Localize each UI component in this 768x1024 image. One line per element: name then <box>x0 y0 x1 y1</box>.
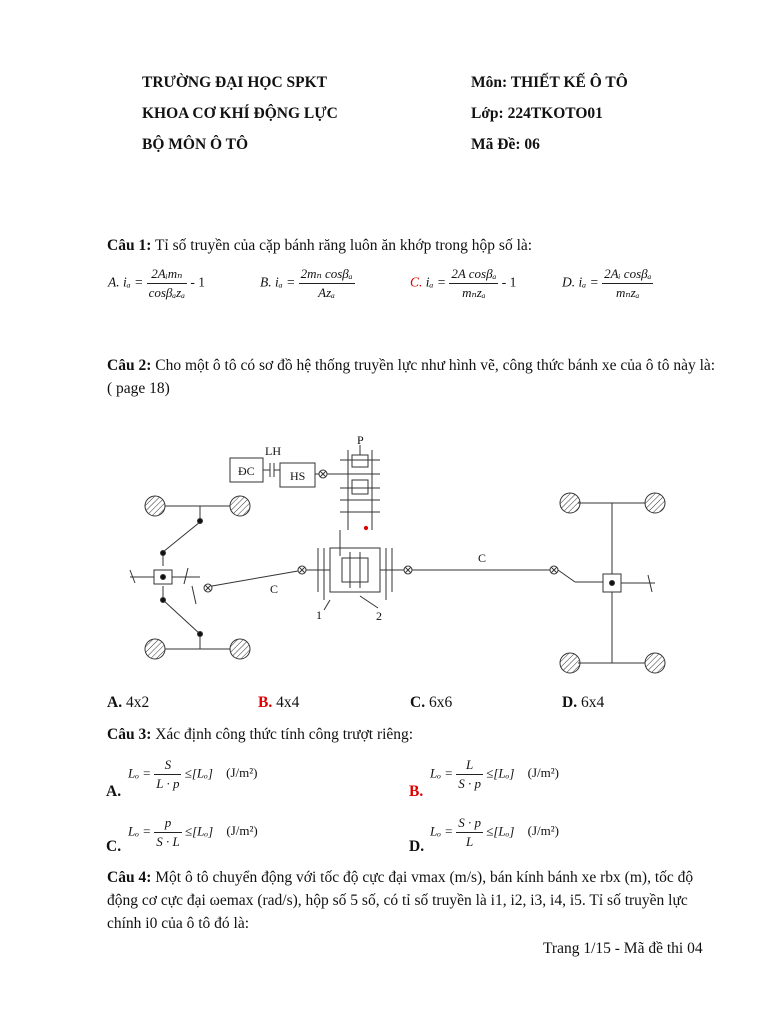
q3-option-c-unit: (J/m²) <box>226 823 258 839</box>
q3-option-b-fraction <box>456 757 483 792</box>
q3-option-b-formula[interactable] <box>430 757 559 792</box>
question-4-line-2: động cơ cực đại ωemax (rad/s), hộp số 5 số, có tỉ số truyền là i1, i2, i3, i4, i5. Tỉ số truyền lực <box>107 892 688 909</box>
q2-option-c[interactable] <box>410 691 452 714</box>
q3-option-d-unit: (J/m²) <box>527 823 560 839</box>
front-left-top-wheel-icon <box>145 496 165 516</box>
q2-option-d-value: 6x4 <box>580 694 605 711</box>
question-4-label: Câu 4: <box>107 869 152 886</box>
q2-option-a[interactable] <box>107 691 149 714</box>
q3-option-a-formula[interactable] <box>128 757 258 792</box>
q1-option-c-lhs: iₐ = <box>425 274 446 290</box>
q1-option-d-num: 2Aᵢ cosβₐ <box>602 266 653 284</box>
class-code: Lớp: 224TKOTO01 <box>471 105 603 122</box>
pto-label: P <box>357 433 364 447</box>
power-takeoff-icon <box>340 445 380 530</box>
q3-option-c-fraction <box>154 815 181 850</box>
department-name: BỘ MÔN Ô TÔ <box>142 136 249 153</box>
question-3-label: Câu 3: <box>107 726 152 743</box>
q3-option-c-letter[interactable]: C. <box>106 838 122 855</box>
joint-icon <box>319 470 327 478</box>
q3-option-b-unit: (J/m²) <box>527 765 560 781</box>
question-2-text: Cho một ô tô có sơ đồ hệ thống truyền lực như hình vẽ, công thức bánh xe của ô tô này là: ( page 18) <box>107 357 716 397</box>
q2-option-b-value: 4x4 <box>276 694 300 711</box>
rear-left-top-wheel-icon <box>560 493 580 513</box>
q3-option-a-letter[interactable]: A. <box>106 783 122 800</box>
q3-option-d-letter[interactable]: D. <box>409 838 425 855</box>
q1-option-d-den: mₙzₐ <box>615 285 640 300</box>
subject-name: Môn: THIẾT KẾ Ô TÔ <box>471 74 628 91</box>
q1-option-a-lhs: iₐ = <box>123 274 144 290</box>
q2-option-b-letter: B. <box>258 694 273 711</box>
q2-option-a-value: 4x2 <box>125 694 150 711</box>
q1-option-a-tail: - 1 <box>190 274 206 290</box>
q3-option-b-den: S · p <box>458 776 481 791</box>
question-3 <box>107 723 722 746</box>
rear-right-top-wheel-icon <box>645 493 665 513</box>
q1-option-a-letter: A. <box>108 274 120 290</box>
front-right-bottom-wheel-icon <box>230 639 250 659</box>
q3-option-a-num: S <box>154 757 181 775</box>
q3-option-c-lhs: Lₒ = <box>128 823 151 839</box>
q3-option-a-rhs: ≤[Lₒ] <box>184 765 213 781</box>
joint-icon <box>204 584 212 592</box>
question-4 <box>107 866 727 935</box>
mark-1-label: 1 <box>316 608 322 622</box>
q1-option-c-tail: - 1 <box>501 274 517 290</box>
mark-2-label: 2 <box>376 609 382 623</box>
question-3-text: Xác định công thức tính công trượt riêng: <box>155 726 414 743</box>
q3-option-b-letter[interactable]: B. <box>409 783 424 800</box>
q3-option-d-lhs: Lₒ = <box>430 823 453 839</box>
q3-option-c-rhs: ≤[Lₒ] <box>184 823 214 839</box>
q2-option-b[interactable] <box>258 691 299 714</box>
faculty-name: KHOA CƠ KHÍ ĐỘNG LỰC <box>142 105 338 122</box>
q2-option-d-letter: D. <box>562 694 578 711</box>
q3-option-d-fraction <box>456 815 483 850</box>
q1-option-b-lhs: iₐ = <box>275 274 296 290</box>
clutch-label: LH <box>265 444 281 458</box>
page-footer: Trang 1/15 - Mã đề thi 04 <box>543 940 703 957</box>
q1-option-b-num: 2mₙ cosβₐ <box>299 266 355 284</box>
q2-option-c-letter: C. <box>410 694 426 711</box>
q1-option-b-den: Azₐ <box>318 285 335 300</box>
engine-label: ĐC <box>238 464 255 478</box>
front-differential-icon <box>154 570 172 584</box>
gearbox-label: HS <box>290 469 306 483</box>
q1-option-c-num: 2A cosβₐ <box>449 266 498 284</box>
q3-option-c-den: S · L <box>156 834 180 849</box>
transfer-case-icon <box>318 548 392 600</box>
q1-option-c-den: mₙzₐ <box>462 285 486 300</box>
q3-option-d-rhs: ≤[Lₒ] <box>486 823 515 839</box>
q3-option-a-fraction <box>154 757 181 792</box>
q3-option-b-rhs: ≤[Lₒ] <box>486 765 515 781</box>
q2-option-d[interactable] <box>562 691 604 714</box>
joint-icon <box>404 566 412 574</box>
q3-option-d-den: L <box>465 834 474 849</box>
q1-option-a-num: 2Aᵢmₙ <box>147 266 187 284</box>
front-shaft-label: C <box>270 582 279 596</box>
q3-option-d-formula[interactable] <box>430 815 559 850</box>
q1-option-a-den: cosβₐzₐ <box>148 285 186 300</box>
q3-option-c-num: p <box>154 815 181 833</box>
question-4-line-1-text: Một ô tô chuyển động với tốc độ cực đại vmax (m/s), bán kính bánh xe rbx (m), tốc độ <box>155 869 694 886</box>
question-4-line-3: chính i0 của ô tô đó là: <box>107 915 250 932</box>
rear-differential-icon <box>603 574 621 592</box>
front-right-top-wheel-icon <box>230 496 250 516</box>
question-1-label: Câu 1: <box>107 237 152 254</box>
rear-shaft-label: C <box>478 551 487 565</box>
joint-icon <box>550 566 558 574</box>
question-2-label: Câu 2: <box>107 357 152 374</box>
joint-icon <box>298 566 306 574</box>
q2-option-c-value: 6x6 <box>428 694 453 711</box>
exam-code: Mã Đề: 06 <box>471 136 540 153</box>
q1-option-d-letter: D. <box>562 274 576 290</box>
q3-option-a-den: L · p <box>156 776 180 791</box>
q3-option-b-num: L <box>456 757 483 775</box>
q3-option-b-lhs: Lₒ = <box>430 765 453 781</box>
question-4-line-1 <box>107 866 727 889</box>
q1-option-d-lhs: iₐ = <box>578 274 599 290</box>
rear-right-bottom-wheel-icon <box>645 653 665 673</box>
q1-option-c-letter: C. <box>410 274 423 290</box>
q3-option-a-lhs: Lₒ = <box>128 765 151 781</box>
rear-left-bottom-wheel-icon <box>560 653 580 673</box>
q3-option-d-num: S · p <box>456 815 483 833</box>
q3-option-a-unit: (J/m²) <box>226 765 258 781</box>
question-1-text: Tỉ số truyền của cặp bánh răng luôn ăn khớp trong hộp số là: <box>154 237 533 254</box>
front-left-bottom-wheel-icon <box>145 639 165 659</box>
q3-option-c-formula[interactable] <box>128 815 258 850</box>
q2-option-a-letter: A. <box>107 694 123 711</box>
school-name: TRƯỜNG ĐẠI HỌC SPKT <box>142 74 328 91</box>
q1-option-b-letter: B. <box>260 274 272 290</box>
